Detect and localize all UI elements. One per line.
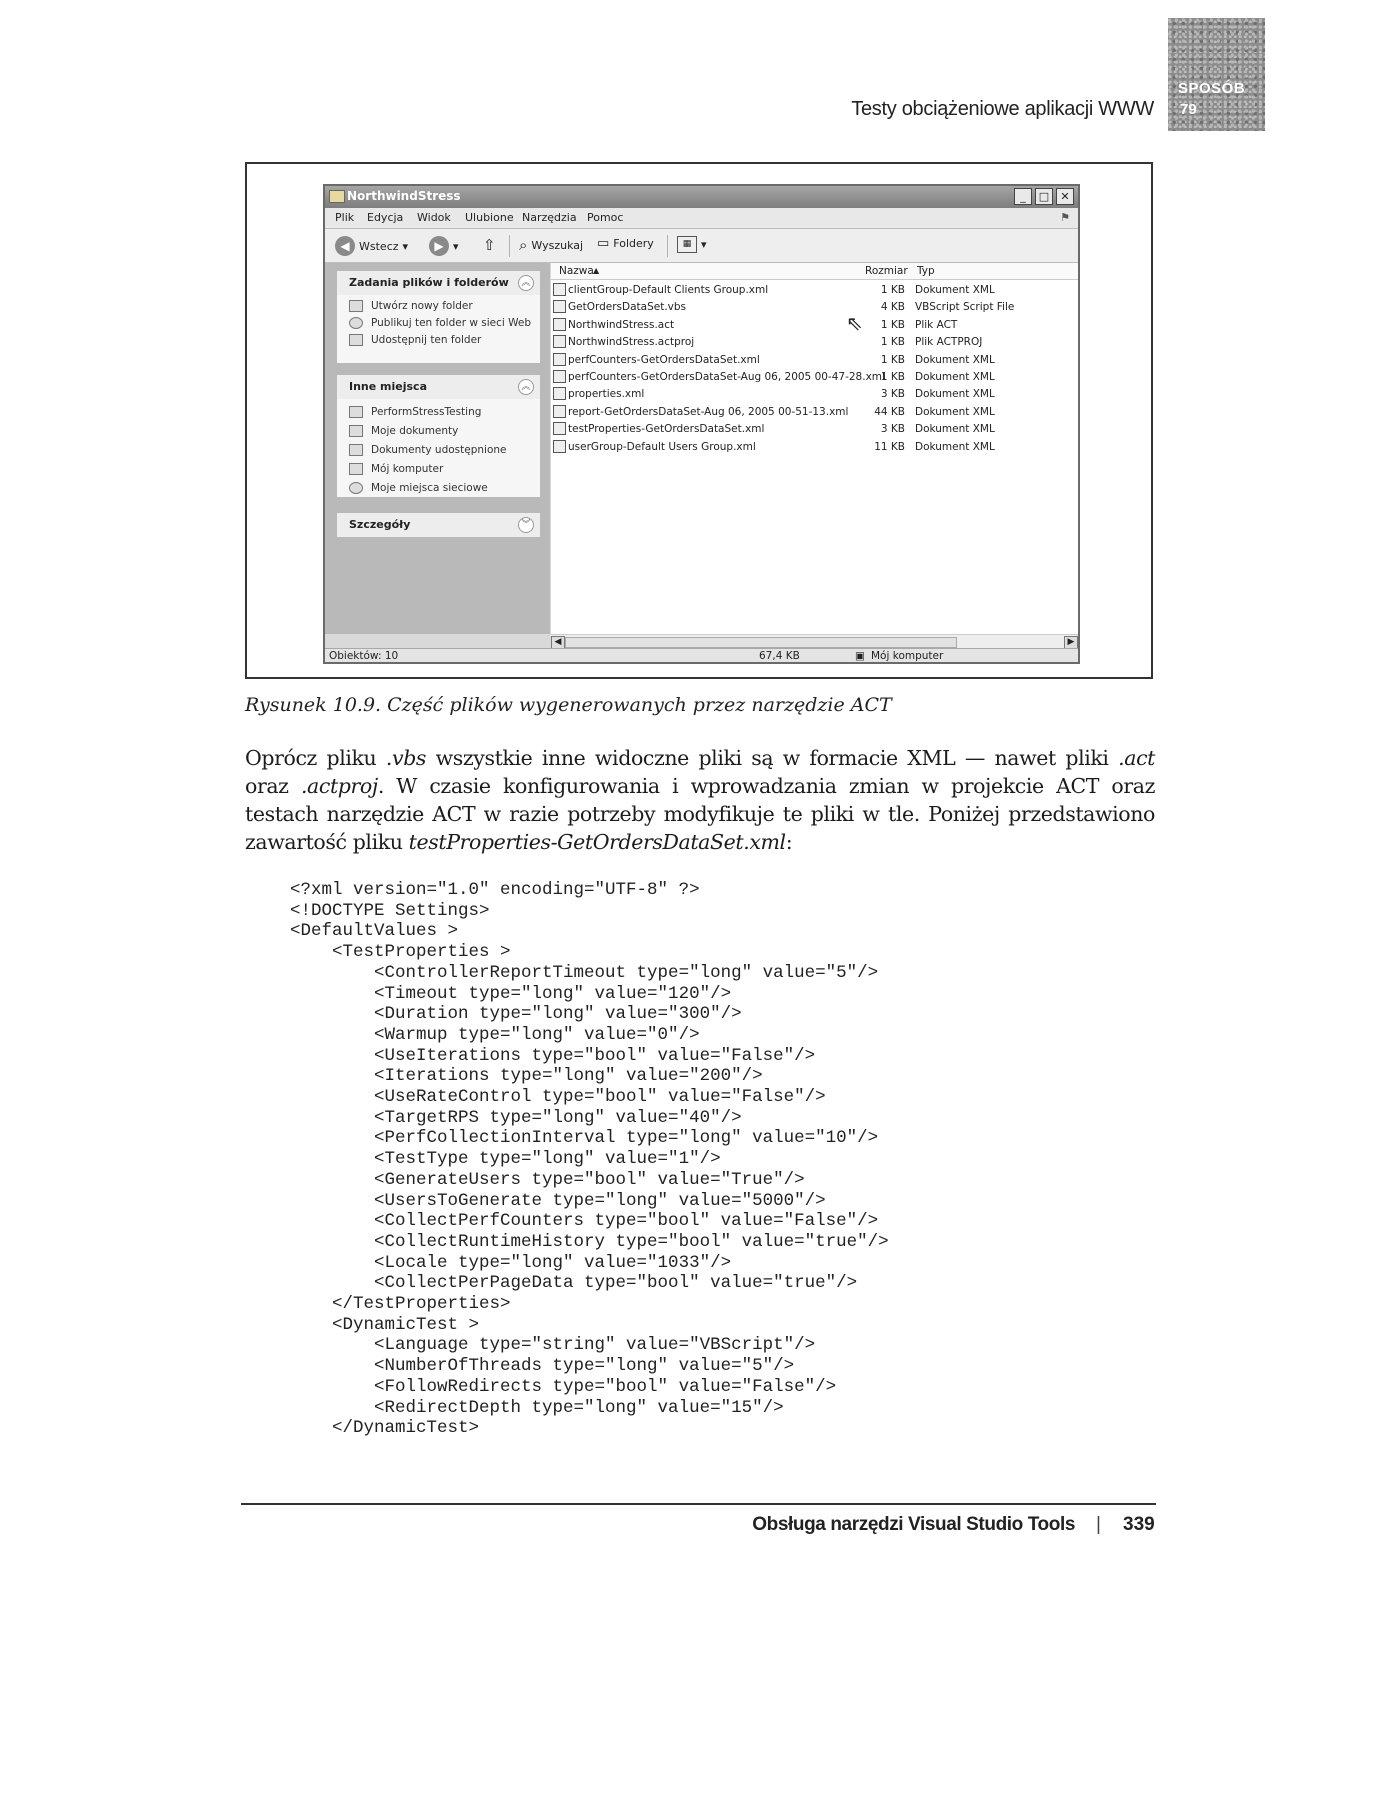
file-row[interactable] — [551, 369, 1078, 385]
file-row[interactable] — [551, 282, 1078, 298]
footer-separator: | — [1096, 1514, 1101, 1535]
task-share-folder[interactable] — [337, 334, 540, 346]
search-button[interactable] — [519, 236, 583, 254]
column-size[interactable]: Rozmiar — [865, 265, 908, 277]
file-row[interactable] — [551, 317, 1078, 333]
details-title: Szczegóły — [349, 518, 411, 531]
file-icon — [553, 283, 566, 296]
explorer-window — [323, 184, 1080, 664]
file-type: Dokument XML — [915, 440, 995, 453]
column-headers — [551, 263, 1078, 280]
other-places-header[interactable] — [337, 375, 540, 399]
back-arrow-icon: ◀ — [335, 236, 355, 256]
file-icon — [553, 318, 566, 331]
file-name: GetOrdersDataSet.vbs — [568, 301, 687, 314]
globe-icon — [349, 317, 363, 329]
status-objects: Obiektów: 10 — [329, 650, 399, 662]
mouse-cursor-icon: ⇖ — [846, 311, 863, 335]
toolbar-separator — [667, 235, 668, 257]
dropdown-icon: ▾ — [453, 239, 459, 253]
new-folder-icon — [349, 300, 363, 312]
task-label: Utwórz nowy folder — [371, 300, 473, 312]
place-label: Dokumenty udostępnione — [371, 444, 507, 456]
folder-icon — [329, 190, 345, 203]
file-size: 4 KB — [880, 301, 905, 314]
page-number: 339 — [1123, 1514, 1155, 1535]
menu-pomoc[interactable]: Pomoc — [587, 211, 624, 224]
file-size: 1 KB — [880, 284, 905, 296]
file-icon — [553, 335, 566, 348]
share-folder-icon — [349, 334, 363, 346]
file-type: Dokument XML — [915, 371, 995, 383]
emphasis-run: .vbs — [385, 746, 427, 770]
file-type: Dokument XML — [915, 423, 995, 436]
forward-arrow-icon: ▶ — [429, 236, 449, 256]
scroll-right-icon[interactable]: ▶ — [1064, 636, 1078, 649]
sort-ascending-icon: ▲ — [593, 266, 600, 275]
text-run: Oprócz pliku — [245, 746, 386, 770]
running-header: Testy obciążeniowe aplikacji WWW — [851, 98, 1154, 120]
back-label: Wstecz — [359, 239, 399, 253]
windows-flag-icon: ⚑ — [1060, 211, 1070, 224]
place-network[interactable] — [337, 482, 540, 494]
network-icon — [349, 482, 363, 494]
window-title: NorthwindStress — [347, 189, 461, 203]
file-tasks-panel — [337, 271, 540, 363]
place-shared-documents[interactable] — [337, 444, 540, 456]
scroll-left-icon[interactable]: ◀ — [551, 636, 565, 649]
file-row[interactable] — [551, 386, 1078, 402]
file-name: clientGroup-Default Clients Group.xml — [568, 284, 769, 296]
file-name: perfCounters-GetOrdersDataSet.xml — [568, 353, 760, 366]
file-tasks-header[interactable] — [337, 271, 540, 295]
file-type: Plik ACT — [915, 318, 958, 331]
window-titlebar[interactable] — [325, 186, 1078, 208]
file-name: perfCounters-GetOrdersDataSet-Aug 06, 2005 00-47-28.xml — [568, 371, 885, 383]
file-list — [551, 263, 1078, 634]
expand-icon[interactable]: ︾ — [518, 517, 534, 533]
task-label: Udostępnij ten folder — [371, 334, 482, 346]
footer-chapter-title: Obsługa narzędzi Visual Studio Tools — [752, 1514, 1075, 1535]
details-panel — [337, 513, 540, 537]
chapter-badge — [1168, 18, 1265, 131]
file-icon — [553, 405, 566, 418]
status-size: 67,4 KB — [759, 650, 800, 662]
file-name: NorthwindStress.act — [568, 318, 675, 331]
xml-code-listing: <?xml version="1.0" encoding="UTF-8" ?> <!DOCTYPE Settings> <DefaultValues > <TestProperties > <ControllerReportTimeout type="long" value="5"/> <Timeout type="long" value="120"/> <Duration type="long" value="300"/> <Warmup type="long" value="0"/> <UseIterations type="bool" value="False"/> <Iterations type="long" value="200"/> <UseRateControl type="bool" value="False"/> <TargetRPS type="long" value="40"/> <PerfCollectionInterval type="long" value="10"/> <TestType type="long" value="1"/> <GenerateUsers type="bool" value="True"/> <UsersToGenerate type="long" value="5000"/> <CollectPerfCounters type="bool" value="False"/> <CollectRuntimeHistory type="bool" value="true"/> <Locale type="long" value="1033"/> <CollectPerPageData type="bool" value="true"/> </TestProperties> <DynamicTest > <Language type="string" value="VBScript"/> <NumberOfThreads type="long" value="5"/> <FollowRedirects type="bool" value="False"/> <RedirectDepth type="long" value="15"/> </DynamicTest> — [290, 880, 889, 1439]
file-name: testProperties-GetOrdersDataSet.xml — [568, 423, 765, 436]
file-type: Dokument XML — [915, 353, 995, 366]
file-name: userGroup-Default Users Group.xml — [568, 440, 756, 453]
file-icon — [553, 422, 566, 435]
file-size: 1 KB — [880, 371, 905, 383]
body-paragraph — [245, 744, 1155, 856]
documents-icon — [349, 425, 363, 437]
emphasis-run: .actproj — [300, 774, 378, 798]
emphasis-run: .act — [1118, 746, 1155, 770]
status-bar — [325, 648, 1078, 664]
place-label: Mój komputer — [371, 463, 444, 475]
computer-icon: ▣ — [855, 650, 865, 662]
text-run: wszystkie inne widoczne pliki są w formacie XML — nawet pliki — [426, 746, 1119, 770]
task-label: Publikuj ten folder w sieci Web — [371, 317, 532, 329]
file-size: 3 KB — [880, 423, 905, 436]
file-size: 11 KB — [874, 440, 905, 453]
folders-icon: ▭ — [597, 236, 610, 251]
file-row[interactable] — [551, 404, 1078, 420]
back-button[interactable] — [335, 236, 408, 256]
collapse-icon[interactable]: ︽ — [518, 379, 534, 395]
file-size: 1 KB — [880, 353, 905, 366]
file-type: Dokument XML — [915, 405, 995, 418]
task-pane — [325, 263, 550, 634]
folder-icon — [349, 444, 363, 456]
scroll-thumb[interactable] — [565, 637, 957, 648]
place-label: Moje dokumenty — [371, 425, 459, 437]
place-my-computer[interactable] — [337, 463, 540, 475]
file-name: report-GetOrdersDataSet-Aug 06, 2005 00-51-13.xml — [568, 405, 849, 418]
file-size: 44 KB — [874, 405, 905, 418]
menu-bar — [325, 208, 1078, 229]
file-type: Dokument XML — [915, 388, 995, 401]
dropdown-icon: ▾ — [402, 239, 409, 253]
status-location: Mój komputer — [871, 650, 944, 662]
text-run: : — [785, 830, 793, 854]
place-my-documents[interactable] — [337, 425, 540, 437]
text-run: . W czasie konfigurowania i wprowadzania zmian w projekcie ACT oraz testach narzędzie ACT w razie potrzeby modyfikuje te pliki w tle. Poniżej przedstawiono zawartość pliku — [245, 774, 1155, 854]
file-row[interactable] — [551, 421, 1078, 437]
text-run: oraz — [245, 774, 301, 798]
file-row[interactable] — [551, 299, 1078, 315]
up-folder-icon: ⇧ — [483, 236, 496, 254]
horizontal-scrollbar[interactable] — [551, 634, 1078, 649]
file-icon — [553, 353, 566, 366]
place-performstresstesting[interactable] — [337, 406, 540, 418]
menu-plik[interactable]: Plik — [335, 211, 355, 224]
views-icon: ▦ — [677, 236, 697, 253]
details-header[interactable] — [337, 513, 540, 537]
other-places-title: Inne miejsca — [349, 380, 427, 393]
menu-narzedzia[interactable]: Narzędzia — [522, 211, 577, 224]
file-row[interactable] — [551, 352, 1078, 368]
menu-ulubione[interactable]: Ulubione — [465, 211, 514, 224]
menu-edycja[interactable]: Edycja — [367, 211, 404, 224]
file-icon — [553, 370, 566, 383]
file-row[interactable] — [551, 334, 1078, 350]
file-icon — [553, 387, 566, 400]
badge-number: 79 — [1180, 101, 1197, 118]
computer-icon — [349, 463, 363, 475]
menu-widok[interactable]: Widok — [417, 211, 451, 224]
column-name[interactable]: Nazwa — [559, 265, 594, 277]
task-new-folder[interactable] — [337, 300, 540, 312]
file-type: Plik ACTPROJ — [915, 336, 983, 349]
folder-icon — [349, 406, 363, 418]
collapse-icon[interactable]: ︽ — [518, 275, 534, 291]
file-name: properties.xml — [568, 388, 645, 401]
toolbar-separator — [509, 235, 510, 257]
other-places-panel — [337, 375, 540, 497]
file-icon — [553, 440, 566, 453]
file-row[interactable] — [551, 439, 1078, 455]
emphasis-run: testProperties-GetOrdersDataSet.xml — [408, 830, 786, 854]
up-folder-button[interactable] — [483, 236, 496, 254]
forward-button[interactable] — [429, 236, 459, 256]
place-label: PerformStressTesting — [371, 406, 482, 418]
toolbar — [325, 229, 1078, 263]
file-type: VBScript Script File — [915, 301, 1015, 314]
file-size: 1 KB — [880, 318, 905, 331]
search-label: Wyszukaj — [531, 238, 584, 252]
file-icon — [553, 300, 566, 313]
views-button[interactable] — [677, 236, 707, 253]
figure-frame — [245, 162, 1153, 679]
figure-caption: Rysunek 10.9. Część plików wygenerowanych przez narzędzie ACT — [245, 694, 892, 716]
place-label: Moje miejsca sieciowe — [371, 482, 488, 494]
folders-button[interactable] — [597, 236, 654, 251]
column-type[interactable]: Typ — [917, 265, 935, 277]
badge-label: SPOSÓB — [1178, 80, 1246, 97]
file-size: 1 KB — [880, 336, 905, 349]
file-type: Dokument XML — [915, 284, 995, 296]
folders-label: Foldery — [613, 237, 654, 250]
dropdown-icon: ▾ — [701, 238, 707, 251]
file-tasks-title: Zadania plików i folderów — [349, 276, 509, 289]
minimize-button[interactable]: _ — [1014, 188, 1032, 205]
footer-rule — [241, 1503, 1156, 1505]
maximize-button[interactable]: □ — [1035, 188, 1053, 205]
file-size: 3 KB — [880, 388, 905, 401]
file-name: NorthwindStress.actproj — [568, 336, 695, 349]
task-publish-web[interactable] — [337, 317, 540, 329]
search-icon: ⌕ — [519, 236, 528, 254]
close-button[interactable]: ✕ — [1056, 188, 1074, 205]
